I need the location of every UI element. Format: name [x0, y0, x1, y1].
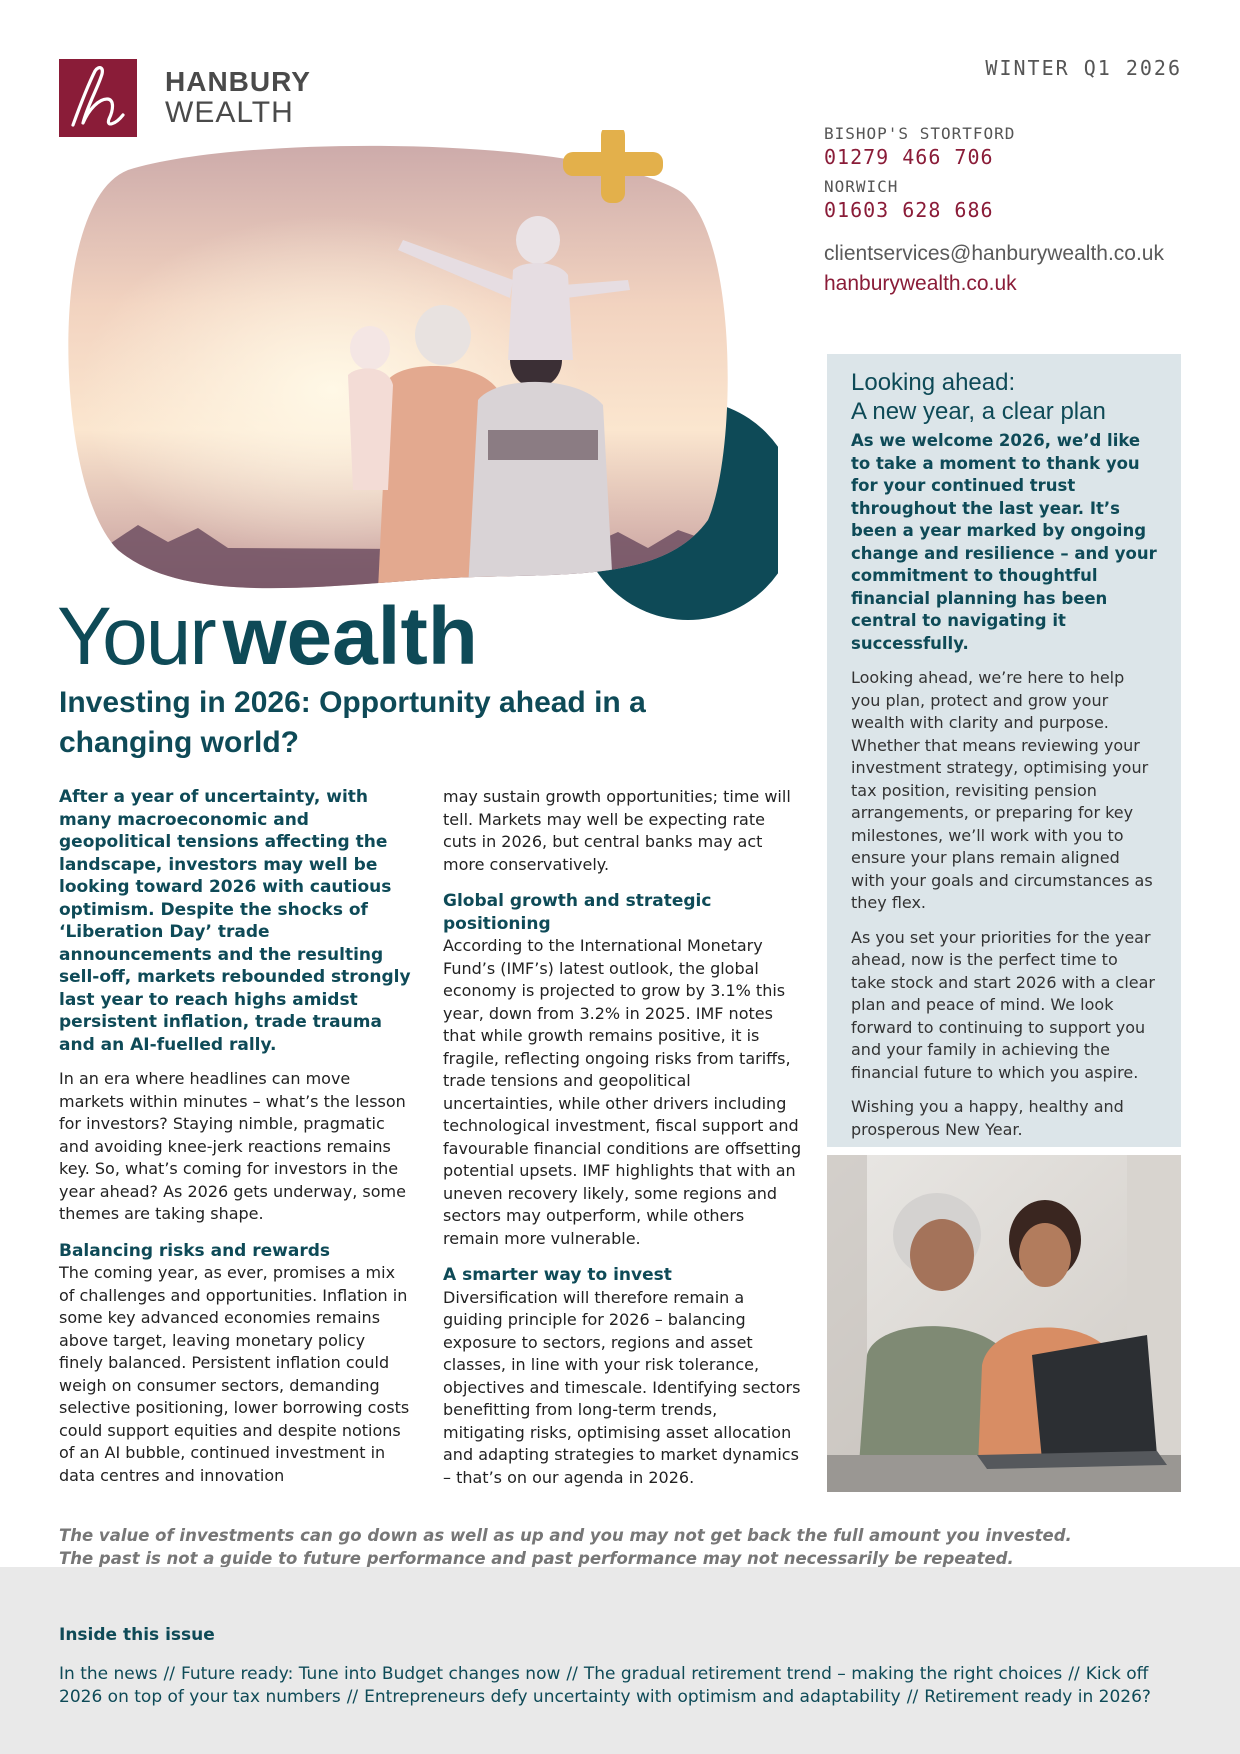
brand-name-line2: WEALTH: [165, 96, 294, 129]
issue-separator: //: [566, 1664, 578, 1684]
investment-disclaimer: [59, 1525, 1179, 1570]
issue-link[interactable]: The gradual retirement trend – making the right choices: [583, 1664, 1063, 1684]
two-women-with-laptop-photo: [827, 1155, 1181, 1492]
disclaimer-line: The value of investments can go down as well as up and you may not get back the full amount you invested.: [59, 1526, 1072, 1545]
looking-ahead-panel: [827, 354, 1181, 1147]
issue-separator: //: [906, 1686, 919, 1707]
panel-heading: [851, 368, 1157, 426]
page-title: [57, 591, 478, 682]
article-lead: After a year of uncertainty, with many macroeconomic and geopolitical tensions affecting the landscape, investors may well be looking toward 2026 with cautious optimism. Despite the shocks of ‘Liberation Day’ trade announcements and the resulting sell-off, markets rebounded strongly last year to reach highs amidst persistent inflation, trade trauma and an AI-fuelled rally.: [59, 787, 411, 1055]
issue-link[interactable]: In the news: [59, 1664, 158, 1684]
article-column-1: [59, 786, 414, 1499]
panel-lead: As we welcome 2026, we’d like to take a moment to thank you for your continued trust throughout the last year. It’s been a year marked by ongoing change and resilience – and your commitment to thoughtful financial planning has been central to navigating it successfully.: [851, 431, 1157, 653]
section-heading: A smarter way to invest: [443, 1265, 672, 1285]
panel-heading-line2: A new year, a clear plan: [851, 398, 1106, 425]
disclaimer-line: The past is not a guide to future performance and past performance may not necessarily be repeated.: [59, 1548, 1014, 1568]
panel-paragraph: Wishing you a happy, healthy and prosperous New Year.: [851, 1097, 1124, 1139]
section-body: Diversification will therefore remain a guiding principle for 2026 – balancing exposure to sectors, regions and asset classes, in line with your risk tolerance, objectives and timescale. Identifying sectors benefitting from long-term trends, mitigating risks, optimising asset allocation and adapting strategies to market dynamics – that’s on our agenda in 2026.: [443, 1287, 801, 1487]
edition-label: WINTER Q1 2026: [985, 56, 1182, 80]
article-headline: Investing in 2026: Opportunity ahead in a changing world?: [59, 686, 646, 759]
section-heading: Global growth and strategic positioning: [443, 891, 712, 934]
section-heading: Balancing risks and rewards: [59, 1240, 331, 1261]
stylised-h-logo-icon: [59, 59, 137, 137]
family-at-sunset-photo: [58, 130, 778, 630]
issue-link[interactable]: Future ready: Tune into Budget changes now: [180, 1664, 561, 1684]
article-column-2: [443, 786, 803, 1501]
brand-wordmark: [165, 68, 311, 128]
brand-name-line1: HANBURY: [165, 66, 311, 97]
issue-separator: //: [1068, 1664, 1080, 1684]
issue-separator: //: [163, 1664, 175, 1684]
office-city: BISHOP'S STORTFORD: [824, 124, 1016, 143]
issue-link[interactable]: Kick off 2026 on top of your tax numbers: [59, 1664, 1149, 1707]
footer-heading: Inside this issue: [59, 1625, 215, 1645]
contact-block: [824, 124, 1184, 296]
issue-list: [59, 1663, 1179, 1708]
website-link[interactable]: hanburywealth.co.uk: [824, 272, 1017, 295]
section-body-continued: may sustain growth opportunities; time will tell. Markets may well be expecting rate cuts in 2026, but central banks may act more conservatively.: [443, 787, 791, 874]
panel-heading-line1: Looking ahead:: [851, 369, 1016, 396]
issue-link[interactable]: Retirement ready in 2026?: [924, 1686, 1151, 1707]
office-city: NORWICH: [824, 177, 899, 196]
office-phone[interactable]: 01603 628 686: [824, 198, 994, 222]
panel-paragraph: As you set your priorities for the year ahead, now is the perfect time to take stock and start 2026 with a clear plan and peace of mind. We look forward to continuing to support you and your family in achieving the financial future to which you aspire.: [851, 927, 1155, 1082]
email-link[interactable]: clientservices@hanburywealth.co.uk: [824, 242, 1164, 265]
issue-separator: //: [346, 1686, 359, 1707]
title-light: Your: [57, 591, 215, 682]
title-bold: wealth: [222, 591, 478, 682]
brand-logo[interactable]: [59, 59, 311, 137]
inside-this-issue-footer: [0, 1567, 1240, 1754]
panel-paragraph: Looking ahead, we’re here to help you plan, protect and grow your wealth with clarity and purpose. Whether that means reviewing your investment strategy, optimising your tax position, revisiting pension arrangements, or preparing for key milestones, we’ll work with you to ensure your plans remain aligned with your goals and circumstances as they flex.: [851, 668, 1153, 912]
office-phone[interactable]: 01279 466 706: [824, 145, 994, 169]
section-body: The coming year, as ever, promises a mix of challenges and opportunities. Inflation in some key advanced economies remains above target, leaving monetary policy finely balanced. Persistent inflation could weigh on consumer sectors, demanding selective positioning, lower borrowing costs could support equities and despite notions of an AI bubble, continued investment in data centres and innovation: [59, 1263, 410, 1485]
section-body: According to the International Monetary Fund’s (IMF’s) latest outlook, the global economy is projected to grow by 3.1% this year, down from 3.2% in 2025. IMF notes that while growth remains positive, it is fragile, reflecting ongoing risks from tariffs, trade tensions and geopolitical uncertainties, while other drivers including technological investment, fiscal support and favourable financial conditions are offsetting potential upsets. IMF highlights that with an uneven recovery likely, some regions and sectors may outperform, while others remain more vulnerable.: [443, 936, 802, 1248]
issue-link[interactable]: Entrepreneurs defy uncertainty with optimism and adaptability: [364, 1686, 901, 1707]
article-intro: In an era where headlines can move markets within minutes – what’s the lesson for investors? Staying nimble, pragmatic and avoiding knee-jerk reactions remains key. So, what’s coming for investors in the year ahead? As 2026 gets underway, some themes are taking shape.: [59, 1069, 406, 1223]
